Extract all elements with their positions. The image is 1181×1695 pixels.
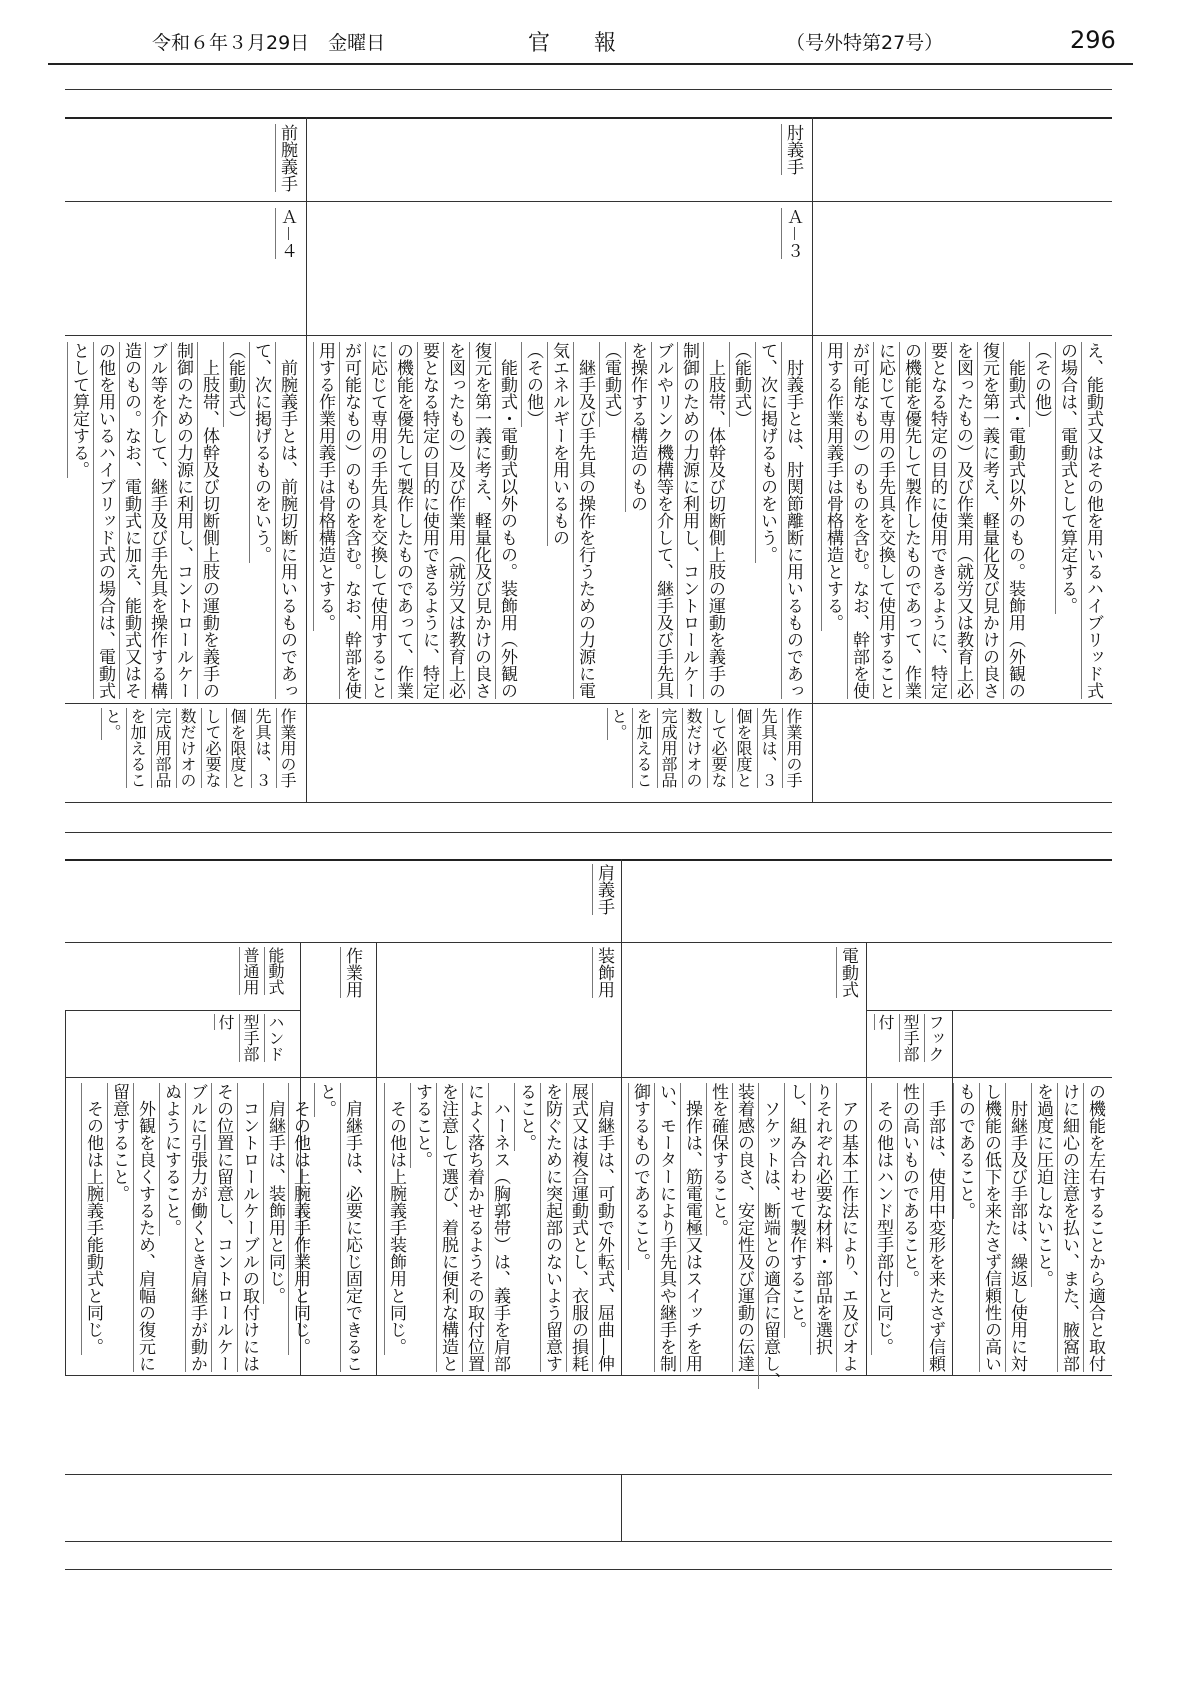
text-line [1030, 1083, 1056, 1372]
text-line [248, 342, 274, 699]
text-line-content: 造のもの。なお、電動式に加え、能動式又はそ [121, 342, 141, 699]
text-line-content: 付 [216, 1014, 235, 1030]
text-line-content: アの基本工作法により、エ及びオよ [838, 1083, 858, 1372]
text-line-content: けに細心の注意を払い、また、腋窩部 [1059, 1083, 1079, 1372]
text-line [781, 708, 806, 788]
divider [65, 832, 1112, 833]
text-line [702, 342, 728, 699]
text-line [1056, 1083, 1082, 1372]
cosmetic-label: 装飾用 [594, 947, 614, 998]
text-line [435, 1083, 461, 1372]
text-line-content: 性を確保すること。 [708, 1083, 728, 1236]
electric-text [627, 1083, 861, 1389]
text-line-content: 用する作業用義手は骨格構造とする。 [315, 342, 335, 631]
text-line-content: 能動式 [266, 947, 285, 995]
text-line [546, 342, 572, 699]
text-line [390, 342, 416, 699]
text-line-content: と。 [316, 1083, 336, 1117]
text-line [924, 342, 950, 699]
active-text [80, 1083, 288, 1372]
text-line [783, 1083, 809, 1389]
text-line [287, 1083, 313, 1372]
text-line-content: が可能なもの）のものを含む。なお、幹部を使 [341, 342, 361, 699]
text-line-content: （その他） [523, 342, 543, 427]
text-line [238, 1014, 263, 1062]
text-line [520, 342, 546, 699]
divider [65, 859, 1112, 861]
text-line-content: 上肢帯、体幹及び切断側上肢の運動を義手の [199, 342, 219, 699]
text-line-content: 先具は、３ [759, 708, 778, 788]
text-line-content: 付 [876, 1014, 895, 1030]
text-line-content: ハーネス（胸郭帯）は、義手を肩部 [490, 1083, 510, 1372]
text-line-content: その他はハンド型手部付と同じ。 [873, 1083, 893, 1355]
divider [65, 1474, 1112, 1475]
text-line-content: その他は上腕義手装飾用と同じ。 [386, 1083, 406, 1355]
text-line-content: ハンド [266, 1014, 285, 1062]
text-line [728, 342, 754, 699]
divider [65, 942, 1112, 943]
text-line-content: 普通用 [241, 947, 260, 995]
text-line-content: フック [926, 1014, 945, 1062]
text-line [676, 342, 702, 699]
text-line [896, 1083, 922, 1372]
text-line-content: に応じて専用の手先具を交換して使用すること [367, 342, 387, 699]
text-line-content: 留意すること。 [109, 1083, 129, 1202]
text-line [591, 1083, 617, 1372]
text-line-content: 肩継手は、必要に応じ固定できるこ [342, 1083, 362, 1372]
text-line [1080, 342, 1106, 699]
text-line [681, 708, 706, 788]
text-line-content: し、組み合わせて製作すること。 [786, 1083, 806, 1338]
text-line-content: ブル等を介して、継手及び手先具を操作する構 [147, 342, 167, 699]
text-line [1054, 342, 1080, 699]
text-line-content: 完成用部品 [153, 708, 172, 788]
text-line [158, 1083, 184, 1372]
text-line [754, 342, 780, 699]
text-line [263, 1014, 288, 1062]
text-line-content: を加えるこ [634, 708, 653, 788]
text-line-content: 能動式・電動式以外のもの。装飾用（外観の [1005, 342, 1025, 699]
text-line-content: と。 [609, 708, 628, 740]
text-line [225, 708, 250, 788]
text-line [624, 342, 650, 699]
text-line-content: え、能動式又はその他を用いるハイブリッド式 [1083, 342, 1103, 699]
text-line-content: 能動式・電動式以外のもの。装飾用（外観の [497, 342, 517, 699]
text-line-content: が可能なもの）のものを含む。なお、幹部を使 [849, 342, 869, 699]
text-line [118, 342, 144, 699]
divider [65, 1569, 1112, 1570]
divider [65, 802, 1112, 803]
text-line [731, 708, 756, 788]
text-line [1028, 342, 1054, 699]
text-line [572, 342, 598, 699]
divider [65, 117, 1112, 119]
text-line [144, 342, 170, 699]
text-line [222, 342, 248, 699]
text-line-content: 上肢帯、体幹及び切断側上肢の運動を義手の [705, 342, 725, 699]
text-line [416, 342, 442, 699]
header-issue: （号外特第27号） [786, 32, 944, 54]
text-line [461, 1083, 487, 1372]
divider [65, 335, 1112, 336]
divider [65, 201, 1112, 202]
text-line-content: 制御のための力源に利用し、コントロールケー [173, 342, 193, 699]
page-number: 296 [1070, 26, 1116, 54]
text-line [487, 1083, 513, 1372]
text-line-content: （電動式） [601, 342, 621, 427]
text-line-content: 個を限度と [734, 708, 753, 788]
forearm-name: 前腕義手 [277, 124, 297, 192]
divider [65, 703, 1112, 704]
text-line [952, 1083, 978, 1372]
text-line-content: を防ぐために突起部のないよう留意す [542, 1083, 562, 1372]
text-line-content: ぬようにすること。 [161, 1083, 181, 1236]
text-line [468, 342, 494, 699]
divider [866, 942, 867, 1375]
text-line-content: い、モーターにより手先具や継手を制 [656, 1083, 676, 1372]
text-line-content: の機能を左右することから適合と取付 [1085, 1083, 1105, 1372]
text-line [338, 342, 364, 699]
text-line [250, 708, 275, 788]
text-line-content: を図ったもの）及び作業用（就労又は教育上必 [445, 342, 465, 699]
forearm-description [66, 342, 300, 699]
text-line-content: に応じて専用の手先具を交換して使用すること [875, 342, 895, 699]
text-line [846, 342, 872, 699]
text-line [705, 1083, 731, 1389]
text-line-content: 肩継手は、装飾用と同じ。 [265, 1083, 285, 1304]
text-line-content: 数だけオの [178, 708, 197, 788]
text-line-content: 肘継手及び手部は、繰返し使用に対 [1007, 1083, 1027, 1372]
text-line-content: 型手部 [241, 1014, 260, 1062]
divider [65, 1077, 1112, 1078]
text-line [872, 342, 898, 699]
text-line-content: によく落ち着かせるようその取付位置 [464, 1083, 484, 1372]
text-line-content: 制御のための力源に利用し、コントロールケー [679, 342, 699, 699]
text-line-content: を図ったもの）及び作業用（就労又は教育上必 [953, 342, 973, 699]
text-line-content: て、次に掲げるものをいう。 [251, 342, 271, 563]
divider [65, 1541, 1112, 1542]
text-line [706, 708, 731, 788]
text-line-content: （能動式） [731, 342, 751, 427]
text-line [383, 1083, 409, 1372]
text-line-content: 復元を第一義に考え、軽量化及び見かけの良さ [471, 342, 491, 699]
text-line [731, 1083, 757, 1389]
text-line-content: 肘義手とは、肘関節離断に用いるものであっ [783, 342, 803, 699]
work-label: 作業用 [342, 947, 362, 998]
text-line [922, 1083, 948, 1372]
text-line-content: の機能を優先して製作したものであって、作業 [393, 342, 413, 699]
text-line [80, 1083, 106, 1372]
shoulder-name: 肩義手 [594, 864, 614, 915]
prev-item-description [820, 342, 1106, 699]
text-line [1004, 1083, 1030, 1372]
text-line-content: 前腕義手とは、前腕切断に用いるものであっ [277, 342, 297, 699]
text-line [950, 342, 976, 699]
text-line [132, 1083, 158, 1372]
text-line [1082, 1083, 1108, 1372]
text-line [606, 708, 631, 788]
text-line-content: を操作する構造のもの [627, 342, 647, 512]
text-line [100, 708, 125, 788]
text-line [66, 342, 92, 699]
divider [65, 1375, 1112, 1376]
text-line-content: 性の高いものであること。 [899, 1083, 919, 1287]
work-text [287, 1083, 365, 1372]
text-line-content: 復元を第一義に考え、軽量化及び見かけの良さ [979, 342, 999, 699]
text-line-content: 気エネルギーを用いるもの [549, 342, 569, 546]
text-line [631, 708, 656, 788]
text-line-content: 用する作業用義手は骨格構造とする。 [823, 342, 843, 631]
divider [376, 942, 377, 1375]
text-line [598, 342, 624, 699]
text-line-content: として算定する。 [69, 342, 89, 478]
text-line [650, 342, 676, 699]
text-line [513, 1083, 539, 1372]
text-line-content: と。 [103, 708, 122, 740]
text-line [653, 1083, 679, 1389]
text-line-content: を加えるこ [128, 708, 147, 788]
active-label [238, 947, 288, 995]
divider [65, 1010, 66, 1375]
text-line-content: その他は上腕義手作業用と同じ。 [290, 1083, 310, 1355]
text-line [494, 342, 520, 699]
text-line-content: の場合は、電動式として算定する。 [1057, 342, 1077, 614]
text-line [978, 1083, 1004, 1372]
text-line-content: その位置に留意し、コントロールケー [213, 1083, 233, 1372]
text-line [656, 708, 681, 788]
cosmetic-text [383, 1083, 617, 1372]
text-line-content: 継手及び手先具の操作を行うための力源に電 [575, 342, 595, 699]
divider [65, 1010, 300, 1011]
prev-item-text [952, 1083, 1108, 1372]
text-line [106, 1083, 132, 1372]
text-line-content: 要となる特定の目的に使用できるように、特定 [927, 342, 947, 699]
elbow-name: 肘義手 [783, 124, 803, 175]
text-line-content: ブルやリンク機構等を介して、継手及び手先具 [653, 342, 673, 699]
divider [306, 117, 307, 802]
header-rule [48, 63, 1133, 65]
text-line [274, 342, 300, 699]
text-line [170, 342, 196, 699]
text-line-content: 要となる特定の目的に使用できるように、特定 [419, 342, 439, 699]
text-line [263, 947, 288, 995]
text-line [835, 1083, 861, 1389]
text-line [150, 708, 175, 788]
text-line-content: 先具は、３ [253, 708, 272, 788]
text-line [565, 1083, 591, 1372]
text-line [873, 1014, 898, 1062]
text-line [275, 708, 300, 788]
text-line-content: を注意して選び、着脱に便利な構造と [438, 1083, 458, 1372]
text-line-content: し機能の低下を来たさず信頼性の高い [981, 1083, 1001, 1372]
text-line-content: ソケットは、断端との適合に留意し、 [760, 1083, 780, 1389]
text-line [409, 1083, 435, 1372]
divider [621, 1474, 622, 1541]
text-line-content: コントロールケーブルの取付けには [239, 1083, 259, 1372]
text-line-content: 装着感の良さ、安定性及び運動の伝達 [734, 1083, 754, 1372]
text-line-content: 作業用の手 [784, 708, 803, 788]
hook-label [873, 1014, 948, 1062]
hand-type-label [213, 1014, 288, 1062]
divider [812, 117, 813, 802]
elbow-description [312, 342, 806, 699]
text-line [898, 342, 924, 699]
text-line [870, 1083, 896, 1372]
text-line-content: ブルに引張力が働くとき肩継手が動か [187, 1083, 207, 1372]
text-line-content: の他を用いるハイブリッド式の場合は、電動式 [95, 342, 115, 699]
text-line-content: を過度に圧迫しないこと。 [1033, 1083, 1053, 1287]
text-line [262, 1083, 288, 1372]
text-line [236, 1083, 262, 1372]
text-line-content: 肩継手は、可動で外転式、屈曲―伸 [594, 1083, 614, 1372]
text-line [92, 342, 118, 699]
text-line-content: すること。 [412, 1083, 432, 1168]
text-line-content: して必要な [709, 708, 728, 788]
text-line [125, 708, 150, 788]
text-line-content: （能動式） [225, 342, 245, 427]
header-title: 官 報 [528, 31, 617, 56]
text-line [313, 1083, 339, 1372]
text-line [976, 342, 1002, 699]
text-line [312, 342, 338, 699]
text-line [757, 1083, 783, 1389]
text-line [820, 342, 846, 699]
text-line [1002, 342, 1028, 699]
elbow-note [606, 708, 806, 788]
text-line-content: 完成用部品 [659, 708, 678, 788]
divider [65, 89, 1112, 90]
text-line [364, 342, 390, 699]
divider [866, 1010, 1112, 1011]
text-line [196, 342, 222, 699]
text-line-content: 個を限度と [228, 708, 247, 788]
text-line-content: ものであること。 [955, 1083, 975, 1219]
text-line-content: して必要な [203, 708, 222, 788]
text-line [679, 1083, 705, 1389]
text-line [200, 708, 225, 788]
text-line-content: 外観を良くするため、肩幅の復元に [135, 1083, 155, 1372]
text-line-content: ること。 [516, 1083, 536, 1151]
text-line [210, 1083, 236, 1372]
text-line [898, 1014, 923, 1062]
text-line [213, 1014, 238, 1062]
hook-text [870, 1083, 948, 1372]
text-line-content: （その他） [1031, 342, 1051, 427]
text-line [923, 1014, 948, 1062]
text-line [339, 1083, 365, 1372]
text-line [780, 342, 806, 699]
text-line-content: 展式又は複合運動式とし、衣服の損耗 [568, 1083, 588, 1372]
text-line [442, 342, 468, 699]
text-line-content: 数だけオの [684, 708, 703, 788]
text-line [184, 1083, 210, 1372]
text-line-content: の機能を優先して製作したものであって、作業 [901, 342, 921, 699]
text-line-content: 御するものであること。 [630, 1083, 650, 1270]
elbow-code: Ａ－３ [783, 208, 803, 259]
text-line-content: 手部は、使用中変形を来たさず信頼 [925, 1083, 945, 1372]
text-line-content: 操作は、筋電電極又はスイッチを用 [682, 1083, 702, 1372]
text-line-content: その他は上腕義手能動式と同じ。 [83, 1083, 103, 1355]
text-line [809, 1083, 835, 1389]
text-line [756, 708, 781, 788]
text-line [539, 1083, 565, 1372]
electric-label: 電動式 [838, 947, 858, 998]
text-line [175, 708, 200, 788]
text-line-content: りそれぞれ必要な材料・部品を選択 [812, 1083, 832, 1355]
text-line [627, 1083, 653, 1389]
text-line-content: 型手部 [901, 1014, 920, 1062]
text-line-content: 作業用の手 [278, 708, 297, 788]
forearm-note [100, 708, 300, 788]
header-date: 令和６年３月29日 金曜日 [152, 32, 386, 54]
forearm-code: Ａ－４ [277, 208, 297, 259]
divider [621, 859, 622, 1375]
text-line [238, 947, 263, 995]
text-line-content: て、次に掲げるものをいう。 [757, 342, 777, 563]
